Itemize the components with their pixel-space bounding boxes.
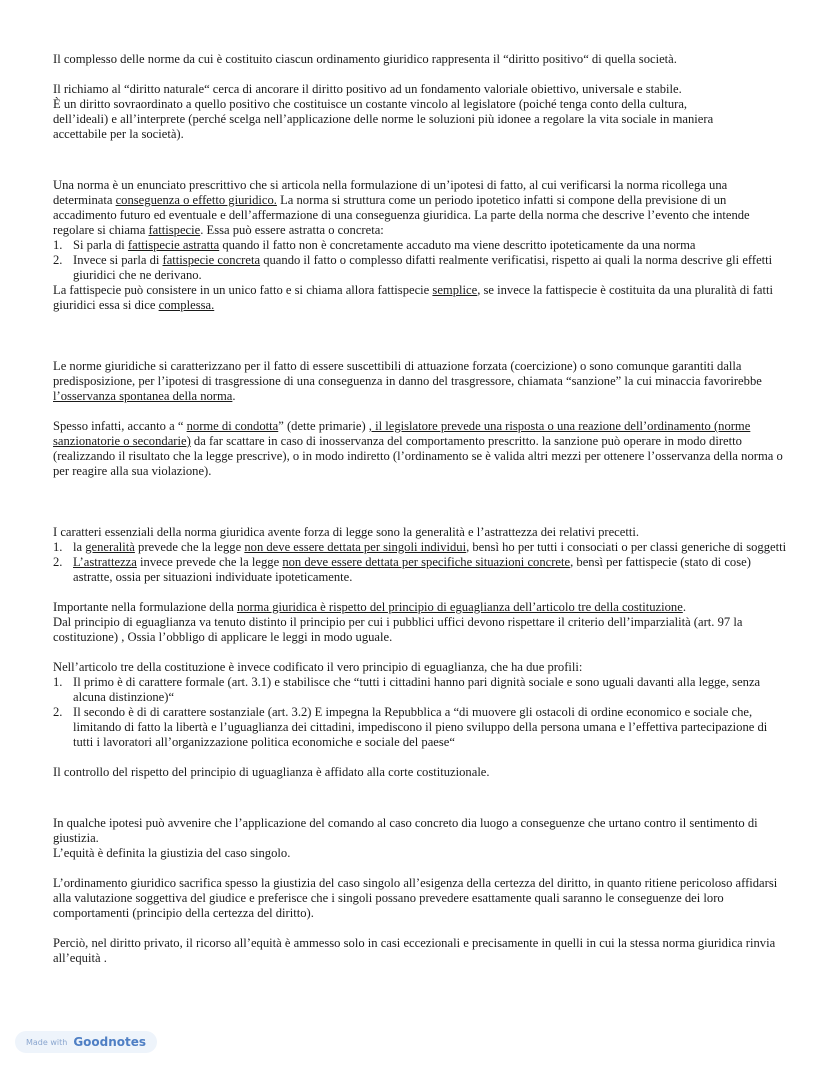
goodnotes-badge bbox=[15, 1031, 157, 1053]
list-item: 1. Il primo è di carattere formale (art. 3.1) e stabilisce che “tutti i cittadini hanno pari dignità sociale e sono uguali davanti alla legge, senza alcuna distinzione)“ bbox=[53, 675, 761, 704]
paragraph-sanzione: Le norme giuridiche si caratterizzano per il fatto di essere suscettibili di attuazione forzata (coercizione) o sono comunque garantiti dalla predisposizione, per l’ipotesi di trasgressione di una conseguenza in danno del trasgressore, chiamata “sanzione” la cui minaccia favorirebbe l’osservanza spontanea della norma. bbox=[53, 359, 762, 403]
paragraph-norme-condotta: Spesso infatti, accanto a “ norme di condotta” (dette primarie) , il legislatore prevede una risposta o una reazione dell’ordinamento (norme sanzionatorie o secondarie) da far scattare in caso di inosservanza del comportamento prescritto. la sanzione può operare in modo diretto (realizzando il risultato che la legge prescrive), o in modo indiretto (l’ordinamento se è valida altri mezzi per ottenere l’osservanza della norma o per reagire alla sua violazione). bbox=[53, 419, 783, 478]
paragraph-equita: In qualche ipotesi può avvenire che l’applicazione del comando al caso concreto dia luogo a conseguenze che urtano contro il sentimento di giustizia. L’equità è definita la giustizia del caso singolo. bbox=[53, 816, 758, 860]
paragraph-diritto-positivo: Il complesso delle norme da cui è costituito ciascun ordinamento giuridico rappresenta il “diritto positivo“ di quella società. bbox=[53, 52, 677, 66]
paragraph-diritto-privato: Perciò, nel diritto privato, il ricorso all’equità è ammesso solo in casi eccezionali e precisamente in quelli in cui la stessa norma giuridica rinvia all’equità . bbox=[53, 936, 776, 965]
document-page bbox=[53, 52, 788, 966]
list-item: 2. L’astrattezza invece prevede che la legge non deve essere dettata per specifiche situazioni concrete, bensì per fattispecie (stato di cose) astratte, ossia per situazioni individuate ipoteticamente. bbox=[53, 555, 751, 584]
goodnotes-logo: Goodnotes bbox=[73, 1035, 147, 1049]
paragraph-diritto-naturale: Il richiamo al “diritto naturale“ cerca di ancorare il diritto positivo ad un fondamento valoriale obiettivo, universale e stabile. È un diritto sovraordinato a quello positivo che costituisce un costante vincolo al legislatore (poiché tenga conto della cultura, dell’ideali) e all’interprete (perché scelga nell’applicazione delle norme le soluzioni più idonee a regolare la vita sociale in maniera accettabile per la società). bbox=[53, 82, 714, 141]
list-item: 1. Si parla di fattispecie astratta quando il fatto non è concretamente accaduto ma viene descritto ipoteticamente da una norma bbox=[53, 238, 696, 252]
list-item: 2. Invece si parla di fattispecie concreta quando il fatto o complesso difatti realmente verificatisi, rispetto ai quali la norma descrive gli effetti giuridici che ne derivano. bbox=[53, 253, 773, 282]
paragraph-caratteri-norma: I caratteri essenziali della norma giuridica avente forza di legge sono la generalità e l’astrattezza dei relativi precetti. 1. la generalità prevede che la legge non deve essere dettata per singoli individui, bensì ho per tutti i consociati o per classi generiche di soggetti 2. L’astrattezza invece prevede che la legge non deve essere dettata per specifiche situazioni concrete, bensì per fattispecie (stato di cose) astratte, ossia per situazioni individuate ipoteticamente. bbox=[53, 525, 787, 584]
paragraph-norma-fattispecie: Una norma è un enunciato prescrittivo che si articola nella formulazione di un’ipotesi di fatto, al cui verificarsi la norma ricollega una determinata conseguenza o effetto giuridico. La norma si struttura come un periodo ipotetico infatti si compone della previsione di un accadimento futuro ed eventuale e dell’affermazione di una conseguenza giuridica. La parte della norma che descrive l’evento che intende regolare si chiama fattispecie. Essa può essere astratta o concreta: 1. Si parla di fattispecie astratta quando il fatto non è concretamente accaduto ma viene descritto ipoteticamente da una norma 2. Invece si parla di fattispecie concreta quando il fatto o complesso difatti realmente verificatisi, rispetto ai quali la norma descrive gli effetti giuridici che ne derivano. La fattispecie può consistere in un unico fatto e si chiama allora fattispecie semplice, se invece la fattispecie è costituita da una pluralità di fatti giuridici essa si dice complessa. bbox=[53, 178, 788, 313]
paragraph-certezza-diritto: L’ordinamento giuridico sacrifica spesso la giustizia del caso singolo all’esigenza della certezza del diritto, in quanto ritiene pericoloso affidarsi alla valutazione soggettiva del giudice e preferisce che i singoli possano prevedere esattamente quali saranno le conseguenze dei loro comportamenti (principio della certezza del diritto). bbox=[53, 876, 778, 920]
list-item: 2. Il secondo è di di carattere sostanziale (art. 3.2) E impegna la Repubblica a “di muovere gli ostacoli di ordine economico e sociale che, limitando di fatto la libertà e l’uguaglianza dei cittadini, impediscono il pieno sviluppo della persona umana e l’effettiva partecipazione di tutti i lavoratori all’organizzazione politica economiche e sociale del paese“ bbox=[53, 705, 768, 749]
made-with-label: Made with bbox=[26, 1037, 68, 1047]
paragraph-eguaglianza: Importante nella formulazione della norma giuridica è rispetto del principio di eguaglianza dell’articolo tre della costituzione. Dal principio di eguaglianza va tenuto distinto il principio per cui i pubblici uffici devono rispettare il criterio dell’imparzialità (art. 97 la costituzione) , Ossia l’obbligo di applicare le leggi in modo uguale. bbox=[53, 600, 743, 644]
paragraph-articolo-tre: Nell’articolo tre della costituzione è invece codificato il vero principio di eguaglianza, che ha due profili: 1. Il primo è di carattere formale (art. 3.1) e stabilisce che “tutti i cittadini hanno pari dignità sociale e sono uguali davanti alla legge, senza alcuna distinzione)“ 2. Il secondo è di di carattere sostanziale (art. 3.2) E impegna la Repubblica a “di muovere gli ostacoli di ordine economico e sociale che, limitando di fatto la libertà e l’uguaglianza dei cittadini, impediscono il pieno sviluppo della persona umana e l’effettiva partecipazione di tutti i lavoratori all’organizzazione politica economiche e sociale del paese“ bbox=[53, 660, 788, 750]
paragraph-corte-costituzionale: Il controllo del rispetto del principio di uguaglianza è affidato alla corte costituzionale. bbox=[53, 765, 490, 779]
list-item: 1. la generalità prevede che la legge non deve essere dettata per singoli individui, bensì ho per tutti i consociati o per classi generiche di soggetti bbox=[53, 540, 787, 554]
